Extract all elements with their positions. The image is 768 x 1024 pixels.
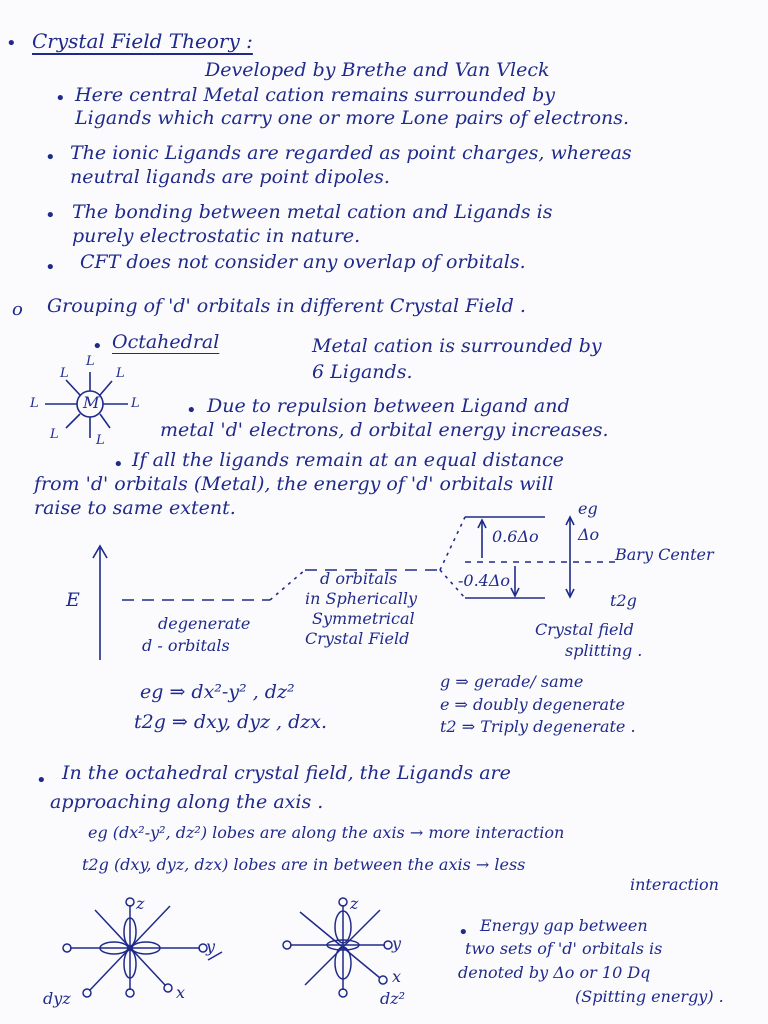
eg-label: eg [578,499,598,518]
energy-gap-line-2: two sets of 'd' orbitals is [465,939,663,958]
approach-line-2: approaching along the axis . [50,791,324,813]
circle-bullet: o [12,299,23,320]
bullet: • [92,336,103,357]
bullet: • [45,205,56,226]
equal-line-1: If all the ligands remain at an equal distance [132,449,564,471]
bullet: • [458,922,469,943]
bullet: • [36,770,47,791]
bullet: • [6,33,17,54]
z-axis-label: z [350,894,359,913]
point-3-line-1: The bonding between metal cation and Ligands is [72,201,553,223]
y-axis-label: y [206,937,216,956]
octahedral-label: Octahedral [112,331,220,353]
grouping-heading: Grouping of 'd' orbitals in different Crystal Field . [47,295,526,317]
metal-label: M [83,393,100,412]
repulsion-line-2: metal 'd' electrons, d orbital energy increases. [160,419,609,441]
x-axis-label: x [392,967,402,986]
repulsion-line-1: Due to repulsion between Ligand and [207,395,570,417]
eg-lobes: eg (dx²-y², dz²) lobes are along the axis → more interaction [88,823,565,842]
point-4-line-1: CFT does not consider any overlap of orbitals. [80,251,526,273]
e-axis-label: E [66,589,80,611]
point-3-line-2: purely electrostatic in nature. [72,225,361,247]
interaction-label: interaction [630,875,719,894]
bullet: • [113,454,124,475]
eg-orbitals: eg ⇒ dx²-y² , dz² [140,681,295,703]
ligand-label: L [30,396,39,411]
ligand-label: L [60,366,69,381]
energy-gap-line-3: denoted by Δo or 10 Dq [458,963,651,982]
t2g-lobes: t2g (dxy, dyz, dzx) lobes are in between the axis → less [82,855,526,874]
bary-center-label: Bary Center [615,545,714,564]
splitting-label-1: Crystal field [535,620,634,639]
point-1-line-2: Ligands which carry one or more Lone pairs of electrons. [75,107,630,129]
spherical-label-2: in Spherically [305,589,418,608]
dyz-label: dyz [43,989,71,1008]
approach-line-1: In the octahedral crystal field, the Ligands are [62,762,511,784]
bullet: • [45,147,56,168]
octahedral-desc-2: 6 Ligands. [312,361,413,383]
z-axis-label: z [136,894,145,913]
e-meaning: e ⇒ doubly degenerate [440,695,625,714]
spherical-label-3: Symmetrical [312,609,415,628]
degenerate-label-1: degenerate [158,614,251,633]
page-title: Crystal Field Theory : [32,29,253,53]
octahedral-desc-1: Metal cation is surrounded by [312,335,602,357]
t2-meaning: t2 ⇒ Triply degenerate . [440,717,636,736]
bullet: • [55,88,66,109]
plus-0.6-label: 0.6Δo [492,527,539,546]
y-axis-label: y [392,934,402,953]
ligand-label: L [96,433,105,448]
dz2-label: dz² [380,989,406,1008]
bullet: • [45,257,56,278]
developed-by: Developed by Brethe and Van Vleck [205,59,550,81]
energy-gap-line-1: Energy gap between [480,916,648,935]
ligand-label: L [116,366,125,381]
point-2-line-1: The ionic Ligands are regarded as point charges, whereas [70,142,632,164]
t2g-label: t2g [610,591,637,610]
ligand-label: L [131,396,140,411]
minus-0.4-label: -0.4Δo [458,571,511,590]
spherical-label-4: Crystal Field [305,629,410,648]
delta-o-label: Δo [578,525,600,544]
degenerate-label-2: d - orbitals [142,636,230,655]
point-1-line-1: Here central Metal cation remains surrounded by [75,84,555,106]
bullet: • [186,400,197,421]
energy-gap-line-4: (Spitting energy) . [575,987,724,1006]
t2g-orbitals: t2g ⇒ dxy, dyz , dzx. [134,711,328,733]
ligand-label: L [50,427,59,442]
ligand-label: L [86,354,95,369]
point-2-line-2: neutral ligands are point dipoles. [70,166,390,188]
equal-line-3: raise to same extent. [34,497,236,519]
x-axis-label: x [176,983,186,1002]
equal-line-2: from 'd' orbitals (Metal), the energy of 'd' orbitals will [34,473,554,495]
spherical-label-1: d orbitals [320,569,398,588]
splitting-label-2: splitting . [565,641,643,660]
g-meaning: g ⇒ gerade/ same [440,672,584,691]
